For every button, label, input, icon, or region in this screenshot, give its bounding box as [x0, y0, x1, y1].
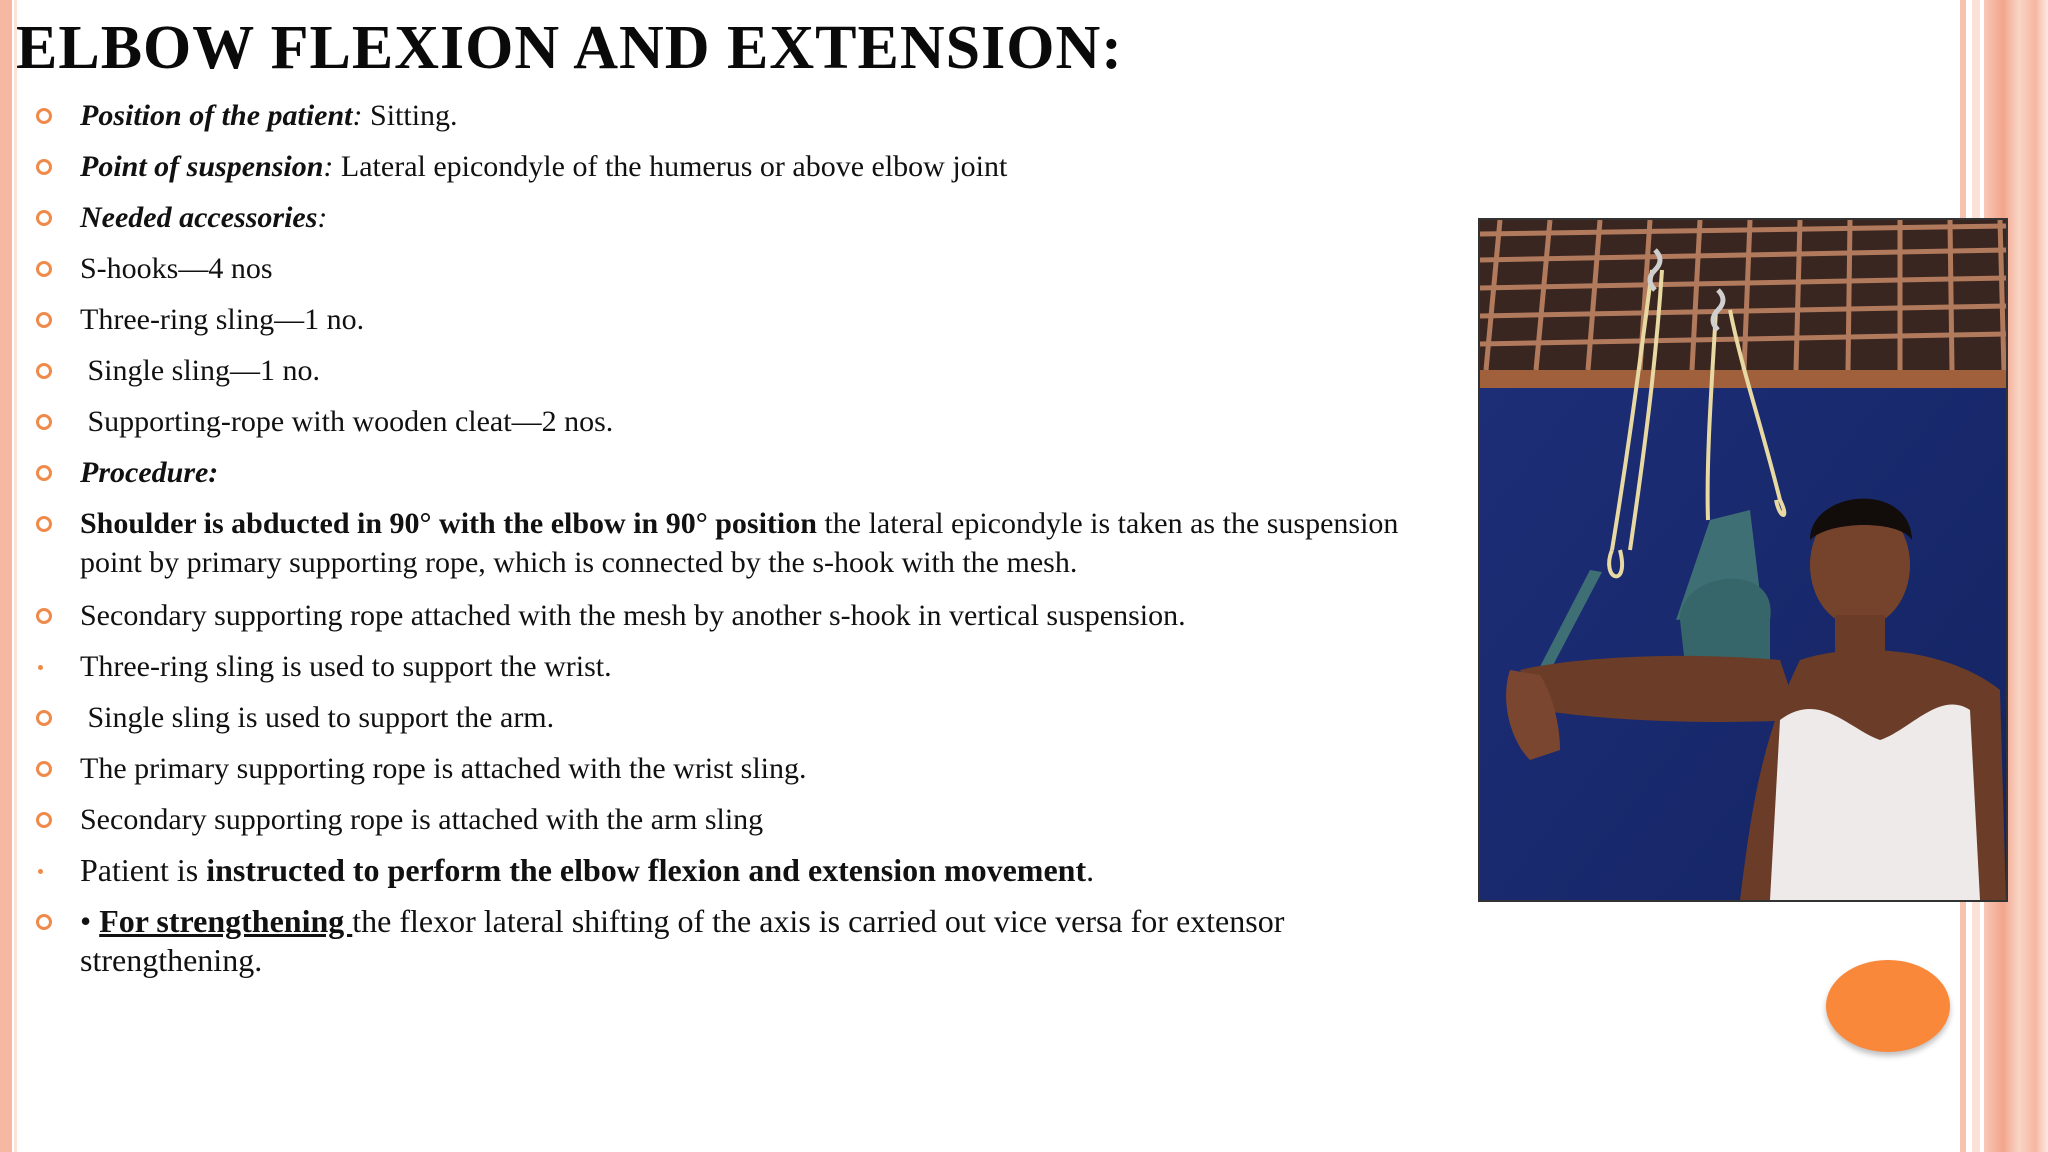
left-accent-stripe	[0, 0, 12, 1152]
list-item: Three-ring sling is used to support the wrist.	[30, 647, 1460, 686]
list-item: Single sling is used to support the arm.	[30, 698, 1460, 737]
list-item: Single sling—1 no.	[30, 351, 1460, 390]
dot-bullet-icon	[38, 869, 43, 874]
list-item: Patient is instructed to perform the elbow flexion and extension movement.	[30, 851, 1460, 890]
circle-bullet-icon	[36, 710, 52, 726]
photo-illustration	[1480, 220, 2006, 900]
slide-title: ELBOW FLEXION AND EXTENSION:	[16, 14, 1123, 82]
circle-bullet-icon	[36, 261, 52, 277]
circle-bullet-icon	[36, 363, 52, 379]
circle-bullet-icon	[36, 414, 52, 430]
list-item: • For strengthening the flexor lateral shifting of the axis is carried out vice versa for extensor strengthening.	[30, 902, 1460, 980]
circle-bullet-icon	[36, 465, 52, 481]
list-item: Shoulder is abducted in 90° with the elbow in 90° position the lateral epicondyle is taken as the suspension point by primary supporting rope, which is connected by the s-hook with the mesh.	[30, 504, 1460, 582]
list-item: Procedure:	[30, 453, 1460, 492]
circle-bullet-icon	[36, 312, 52, 328]
circle-bullet-icon	[36, 108, 52, 124]
list-item: Position of the patient: Sitting.	[30, 96, 1460, 135]
list-item: Point of suspension: Lateral epicondyle of the humerus or above elbow joint	[30, 147, 1460, 186]
list-item: Supporting-rope with wooden cleat—2 nos.	[30, 402, 1460, 441]
bullet-list	[30, 96, 1460, 992]
list-item: Secondary supporting rope attached with the mesh by another s-hook in vertical suspension.	[30, 596, 1460, 635]
patient-suspension-photo	[1478, 218, 2008, 902]
dot-bullet-icon	[38, 665, 43, 670]
circle-bullet-icon	[36, 914, 52, 930]
list-item: S-hooks—4 nos	[30, 249, 1460, 288]
circle-bullet-icon	[36, 159, 52, 175]
circle-bullet-icon	[36, 761, 52, 777]
list-item: Needed accessories:	[30, 198, 1460, 237]
list-item: Secondary supporting rope is attached with the arm sling	[30, 800, 1460, 839]
circle-bullet-icon	[36, 516, 52, 532]
circle-bullet-icon	[36, 812, 52, 828]
circle-bullet-icon	[36, 608, 52, 624]
decorative-orange-circle	[1826, 960, 1950, 1052]
list-item: The primary supporting rope is attached with the wrist sling.	[30, 749, 1460, 788]
list-item: Three-ring sling—1 no.	[30, 300, 1460, 339]
circle-bullet-icon	[36, 210, 52, 226]
left-accent-stripe-inner	[14, 0, 17, 1152]
